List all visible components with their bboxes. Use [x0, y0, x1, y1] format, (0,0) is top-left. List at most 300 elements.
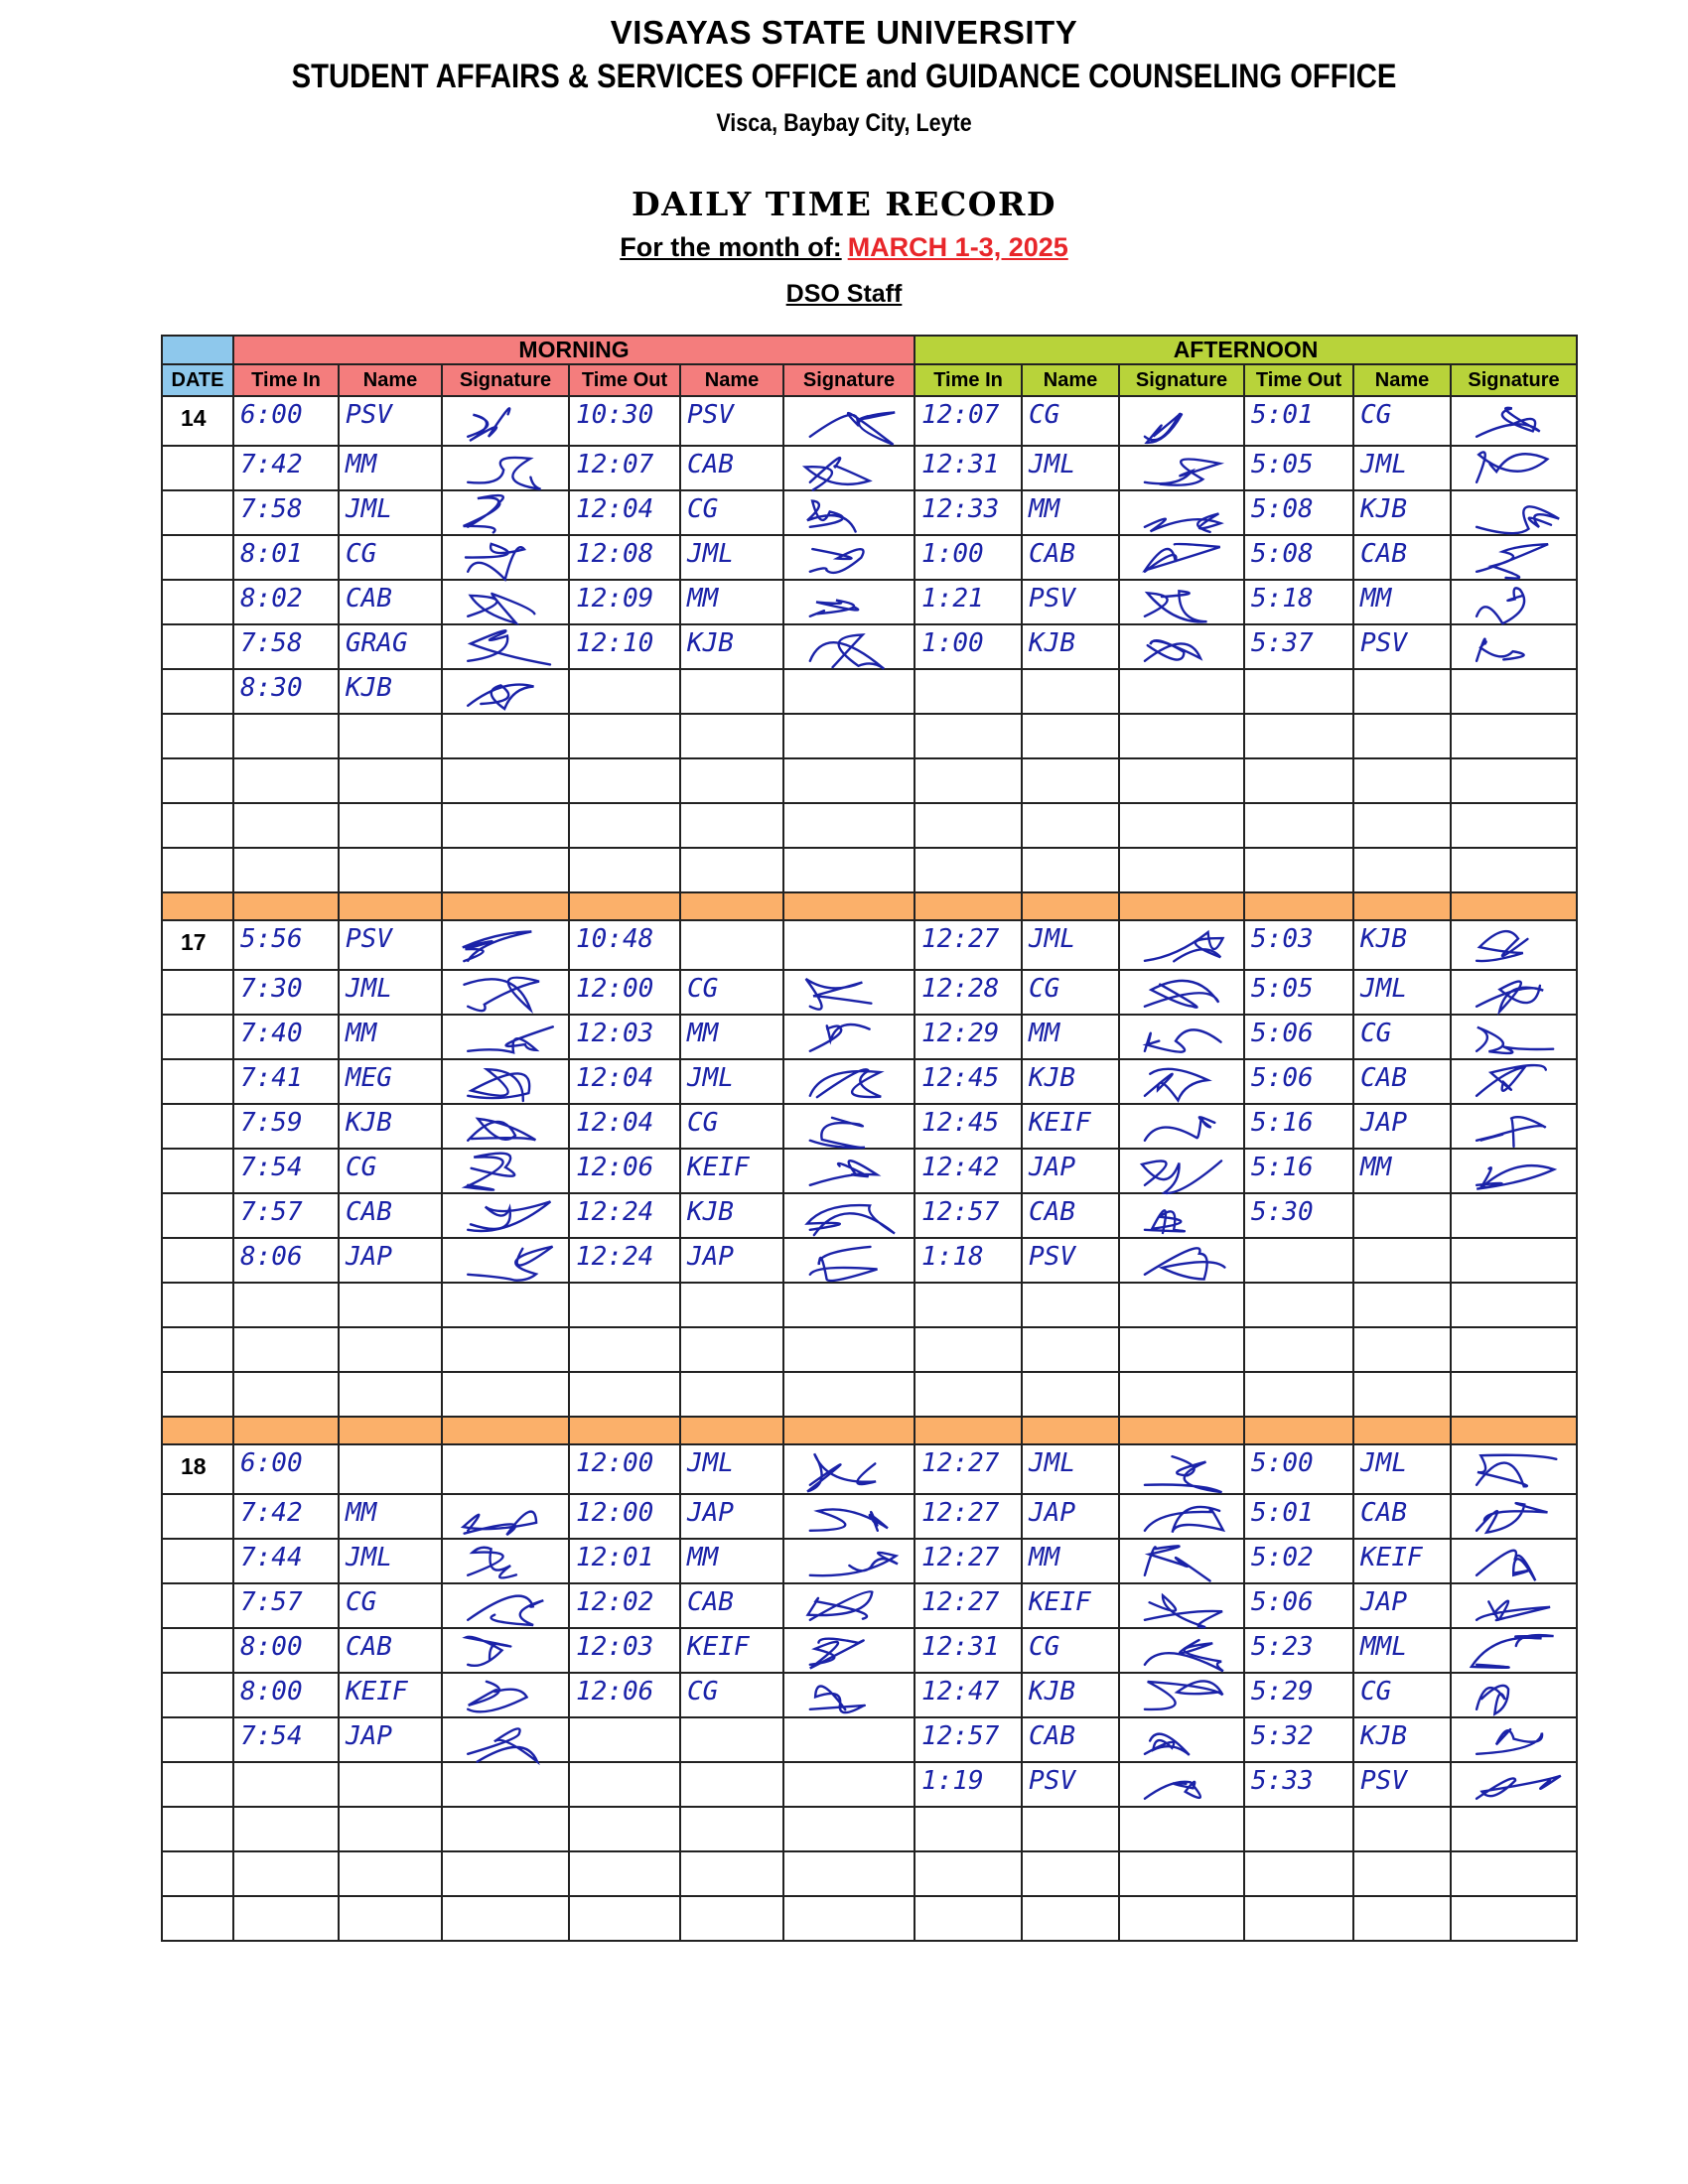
table-row [162, 446, 1577, 490]
pm-in-name-cell: KEIF [1022, 1104, 1119, 1149]
pm-time-out-cell [1244, 1896, 1353, 1941]
pm-in-name-cell: JML [1022, 920, 1119, 970]
am-out-signature-cell [783, 1444, 914, 1494]
pm-in-signature-cell [1119, 758, 1244, 803]
pm-in-name-cell: CAB [1022, 1717, 1119, 1762]
am-in-signature-cell [442, 1283, 569, 1327]
pm-out-name-cell [1353, 758, 1451, 803]
pm-time-out-cell: 5:29 [1244, 1673, 1353, 1717]
am-in-signature-cell [442, 669, 569, 714]
pm-time-in-cell: 12:07 [914, 396, 1022, 446]
separator-cell [339, 892, 442, 920]
am-out-signature-cell [783, 1673, 914, 1717]
am-out-name-cell [680, 1896, 783, 1941]
pm-in-name-cell: MM [1022, 490, 1119, 535]
pm-out-name-cell: KEIF [1353, 1539, 1451, 1583]
pm-out-name-cell [1353, 1283, 1451, 1327]
pm-out-name-cell: JML [1353, 970, 1451, 1015]
col-am-out-signature: Signature [783, 364, 914, 396]
am-time-in-cell: 7:42 [233, 1494, 339, 1539]
date-cell-empty [162, 1673, 233, 1717]
pm-in-name-cell: MM [1022, 1539, 1119, 1583]
am-in-name-cell: CG [339, 1149, 442, 1193]
pm-time-out-cell [1244, 714, 1353, 758]
am-in-signature-cell [442, 1583, 569, 1628]
university-name: VISAYAS STATE UNIVERSITY [610, 14, 1078, 51]
am-in-signature-cell [442, 1896, 569, 1941]
separator-cell [680, 1417, 783, 1444]
table-row [162, 1583, 1577, 1628]
date-cell-empty [162, 1851, 233, 1896]
am-time-out-cell [569, 1283, 680, 1327]
pm-out-signature-cell [1451, 1238, 1577, 1283]
pm-time-out-cell: 5:06 [1244, 1059, 1353, 1104]
table-row [162, 1896, 1577, 1941]
col-am-in-signature: Signature [442, 364, 569, 396]
am-time-out-cell: 12:04 [569, 1104, 680, 1149]
pm-out-name-cell [1353, 848, 1451, 892]
table-row [162, 848, 1577, 892]
am-out-signature-cell [783, 714, 914, 758]
pm-in-name-cell [1022, 848, 1119, 892]
am-time-out-cell [569, 758, 680, 803]
pm-out-signature-cell [1451, 1059, 1577, 1104]
table-row [162, 1193, 1577, 1238]
date-cell-empty [162, 1583, 233, 1628]
afternoon-header: AFTERNOON [914, 336, 1577, 364]
am-out-signature-cell [783, 1807, 914, 1851]
am-time-out-cell [569, 1717, 680, 1762]
am-in-signature-cell [442, 1807, 569, 1851]
am-out-signature-cell [783, 1059, 914, 1104]
pm-in-signature-cell [1119, 669, 1244, 714]
pm-in-signature-cell [1119, 1015, 1244, 1059]
pm-time-in-cell [914, 758, 1022, 803]
pm-in-name-cell: CAB [1022, 1193, 1119, 1238]
pm-time-out-cell: 5:23 [1244, 1628, 1353, 1673]
table-row [162, 1015, 1577, 1059]
am-time-in-cell [233, 1327, 339, 1372]
date-cell-empty [162, 1238, 233, 1283]
am-in-name-cell [339, 758, 442, 803]
pm-time-in-cell [914, 1327, 1022, 1372]
am-time-in-cell [233, 758, 339, 803]
pm-time-out-cell: 5:02 [1244, 1539, 1353, 1583]
date-cell: 18 [162, 1444, 233, 1494]
table-row [162, 1807, 1577, 1851]
pm-in-name-cell [1022, 669, 1119, 714]
am-time-in-cell [233, 1807, 339, 1851]
table-row [162, 1539, 1577, 1583]
am-out-signature-cell [783, 1539, 914, 1583]
am-time-out-cell: 12:00 [569, 970, 680, 1015]
am-in-signature-cell [442, 1015, 569, 1059]
am-out-signature-cell [783, 1717, 914, 1762]
date-cell-empty [162, 580, 233, 624]
pm-time-in-cell [914, 669, 1022, 714]
separator-cell [914, 1417, 1022, 1444]
am-in-name-cell: KJB [339, 1104, 442, 1149]
pm-out-name-cell: CAB [1353, 1494, 1451, 1539]
am-time-out-cell: 10:30 [569, 396, 680, 446]
pm-time-out-cell [1244, 803, 1353, 848]
am-out-signature-cell [783, 1149, 914, 1193]
pm-out-name-cell: MML [1353, 1628, 1451, 1673]
separator-cell [442, 1417, 569, 1444]
am-out-name-cell [680, 803, 783, 848]
pm-in-signature-cell [1119, 714, 1244, 758]
pm-in-name-cell: JML [1022, 1444, 1119, 1494]
pm-out-signature-cell [1451, 1372, 1577, 1417]
table-row [162, 1372, 1577, 1417]
am-in-name-cell: CG [339, 1583, 442, 1628]
pm-time-in-cell: 1:00 [914, 535, 1022, 580]
am-out-name-cell: MM [680, 580, 783, 624]
am-in-name-cell [339, 803, 442, 848]
am-out-name-cell [680, 1851, 783, 1896]
pm-time-out-cell: 5:33 [1244, 1762, 1353, 1807]
am-out-signature-cell [783, 1193, 914, 1238]
separator-cell [1451, 1417, 1577, 1444]
pm-out-signature-cell [1451, 758, 1577, 803]
pm-out-signature-cell [1451, 1717, 1577, 1762]
pm-out-name-cell: MM [1353, 1149, 1451, 1193]
am-time-in-cell: 6:00 [233, 1444, 339, 1494]
am-in-signature-cell [442, 1717, 569, 1762]
col-pm-out-name: Name [1353, 364, 1451, 396]
am-in-name-cell: MEG [339, 1059, 442, 1104]
month-line [0, 232, 1688, 263]
separator-cell [1353, 1417, 1451, 1444]
am-in-signature-cell [442, 970, 569, 1015]
pm-time-in-cell: 12:31 [914, 446, 1022, 490]
separator-cell [1451, 892, 1577, 920]
pm-in-name-cell [1022, 1372, 1119, 1417]
table-row [162, 580, 1577, 624]
table-row [162, 1673, 1577, 1717]
pm-out-signature-cell [1451, 1444, 1577, 1494]
pm-out-signature-cell [1451, 714, 1577, 758]
date-cell-empty [162, 1539, 233, 1583]
pm-time-out-cell [1244, 669, 1353, 714]
am-time-in-cell: 7:57 [233, 1193, 339, 1238]
pm-out-name-cell: CG [1353, 396, 1451, 446]
pm-out-name-cell: CG [1353, 1015, 1451, 1059]
am-out-name-cell: JAP [680, 1238, 783, 1283]
am-in-signature-cell [442, 1104, 569, 1149]
date-cell-empty [162, 669, 233, 714]
pm-time-out-cell: 5:01 [1244, 396, 1353, 446]
pm-in-name-cell: CAB [1022, 535, 1119, 580]
separator-cell [233, 892, 339, 920]
pm-time-out-cell: 5:08 [1244, 490, 1353, 535]
am-in-signature-cell [442, 1059, 569, 1104]
am-time-out-cell: 12:03 [569, 1628, 680, 1673]
am-out-name-cell: CAB [680, 1583, 783, 1628]
am-out-name-cell: KJB [680, 1193, 783, 1238]
separator-cell [783, 892, 914, 920]
pm-in-signature-cell [1119, 1583, 1244, 1628]
pm-out-signature-cell [1451, 1673, 1577, 1717]
pm-time-out-cell [1244, 1283, 1353, 1327]
pm-in-name-cell: JML [1022, 446, 1119, 490]
am-out-signature-cell [783, 1851, 914, 1896]
pm-in-name-cell [1022, 714, 1119, 758]
am-out-signature-cell [783, 1762, 914, 1807]
am-time-in-cell [233, 1762, 339, 1807]
pm-time-in-cell: 12:27 [914, 1539, 1022, 1583]
pm-time-in-cell: 12:27 [914, 1583, 1022, 1628]
pm-in-name-cell: CG [1022, 396, 1119, 446]
am-out-signature-cell [783, 1283, 914, 1327]
pm-time-in-cell [914, 848, 1022, 892]
am-in-signature-cell [442, 446, 569, 490]
pm-in-name-cell: JAP [1022, 1494, 1119, 1539]
am-time-out-cell: 12:08 [569, 535, 680, 580]
am-out-signature-cell [783, 446, 914, 490]
date-cell-empty [162, 446, 233, 490]
pm-time-out-cell [1244, 848, 1353, 892]
date-cell-empty [162, 490, 233, 535]
pm-time-out-cell: 5:16 [1244, 1104, 1353, 1149]
date-cell-empty [162, 848, 233, 892]
pm-in-name-cell [1022, 1807, 1119, 1851]
am-out-name-cell: CG [680, 1673, 783, 1717]
am-out-name-cell: PSV [680, 396, 783, 446]
pm-out-name-cell [1353, 1851, 1451, 1896]
pm-out-signature-cell [1451, 1896, 1577, 1941]
am-out-name-cell [680, 1762, 783, 1807]
am-in-signature-cell [442, 1851, 569, 1896]
am-time-out-cell: 10:48 [569, 920, 680, 970]
col-am-in-name: Name [339, 364, 442, 396]
date-cell-empty [162, 1015, 233, 1059]
date-cell-empty [162, 1494, 233, 1539]
pm-time-in-cell: 12:47 [914, 1673, 1022, 1717]
pm-in-signature-cell [1119, 396, 1244, 446]
date-cell-empty [162, 1896, 233, 1941]
pm-out-signature-cell [1451, 490, 1577, 535]
pm-in-signature-cell [1119, 490, 1244, 535]
date-cell-empty [162, 1104, 233, 1149]
pm-out-signature-cell [1451, 624, 1577, 669]
pm-in-signature-cell [1119, 1717, 1244, 1762]
am-out-signature-cell [783, 758, 914, 803]
am-out-signature-cell [783, 490, 914, 535]
pm-time-out-cell: 5:32 [1244, 1717, 1353, 1762]
month-value: MARCH 1-3, 2025 [847, 232, 1068, 262]
table-row [162, 396, 1577, 446]
am-in-name-cell: CAB [339, 1628, 442, 1673]
table-row [162, 1717, 1577, 1762]
date-cell-empty [162, 1807, 233, 1851]
pm-in-name-cell [1022, 1896, 1119, 1941]
pm-time-in-cell [914, 1851, 1022, 1896]
pm-in-signature-cell [1119, 535, 1244, 580]
pm-out-name-cell [1353, 1807, 1451, 1851]
am-in-name-cell: JML [339, 490, 442, 535]
am-time-in-cell: 8:01 [233, 535, 339, 580]
am-in-name-cell: PSV [339, 396, 442, 446]
am-time-in-cell [233, 1851, 339, 1896]
pm-time-in-cell: 1:18 [914, 1238, 1022, 1283]
table-row [162, 535, 1577, 580]
am-time-out-cell: 12:04 [569, 490, 680, 535]
am-time-in-cell: 7:30 [233, 970, 339, 1015]
separator-cell [569, 892, 680, 920]
date-cell-empty [162, 535, 233, 580]
pm-out-name-cell [1353, 669, 1451, 714]
col-pm-in-name: Name [1022, 364, 1119, 396]
am-out-name-cell: MM [680, 1015, 783, 1059]
table-row [162, 920, 1577, 970]
date-cell-empty [162, 1149, 233, 1193]
pm-time-out-cell [1244, 758, 1353, 803]
pm-out-signature-cell [1451, 1851, 1577, 1896]
date-cell-empty [162, 1372, 233, 1417]
am-out-signature-cell [783, 1372, 914, 1417]
pm-in-name-cell: PSV [1022, 1238, 1119, 1283]
pm-out-name-cell [1353, 1896, 1451, 1941]
pm-in-name-cell: KJB [1022, 1059, 1119, 1104]
section-separator [162, 1417, 1577, 1444]
pm-in-name-cell [1022, 1283, 1119, 1327]
am-time-out-cell: 12:10 [569, 624, 680, 669]
am-out-signature-cell [783, 669, 914, 714]
pm-in-signature-cell [1119, 848, 1244, 892]
table-row [162, 1149, 1577, 1193]
pm-out-signature-cell [1451, 848, 1577, 892]
am-time-in-cell: 8:06 [233, 1238, 339, 1283]
am-in-signature-cell [442, 1494, 569, 1539]
pm-time-in-cell [914, 1283, 1022, 1327]
am-in-signature-cell [442, 1238, 569, 1283]
pm-time-out-cell: 5:05 [1244, 970, 1353, 1015]
am-time-out-cell: 12:06 [569, 1149, 680, 1193]
am-in-signature-cell [442, 1673, 569, 1717]
pm-time-in-cell [914, 1807, 1022, 1851]
am-time-out-cell: 12:24 [569, 1238, 680, 1283]
separator-cell [339, 1417, 442, 1444]
separator-cell [442, 892, 569, 920]
am-time-in-cell [233, 1896, 339, 1941]
am-in-name-cell: JAP [339, 1717, 442, 1762]
am-time-out-cell: 12:03 [569, 1015, 680, 1059]
am-in-name-cell: JAP [339, 1238, 442, 1283]
am-time-out-cell: 12:01 [569, 1539, 680, 1583]
am-out-name-cell: KEIF [680, 1628, 783, 1673]
am-out-name-cell: KEIF [680, 1149, 783, 1193]
pm-in-signature-cell [1119, 803, 1244, 848]
am-in-name-cell: CAB [339, 580, 442, 624]
am-out-signature-cell [783, 1238, 914, 1283]
date-cell-empty [162, 1717, 233, 1762]
pm-out-name-cell: JML [1353, 1444, 1451, 1494]
pm-out-signature-cell [1451, 1628, 1577, 1673]
pm-out-name-cell [1353, 1193, 1451, 1238]
am-out-name-cell: JML [680, 1059, 783, 1104]
am-out-name-cell: JML [680, 535, 783, 580]
am-in-signature-cell [442, 758, 569, 803]
pm-time-in-cell: 12:33 [914, 490, 1022, 535]
pm-out-name-cell [1353, 1327, 1451, 1372]
am-time-in-cell: 6:00 [233, 396, 339, 446]
separator-cell [914, 892, 1022, 920]
pm-out-name-cell: MM [1353, 580, 1451, 624]
table-row [162, 1327, 1577, 1372]
pm-in-signature-cell [1119, 1762, 1244, 1807]
am-in-signature-cell [442, 803, 569, 848]
pm-time-out-cell [1244, 1851, 1353, 1896]
pm-in-name-cell [1022, 758, 1119, 803]
separator-cell [680, 892, 783, 920]
pm-out-name-cell [1353, 714, 1451, 758]
am-out-signature-cell [783, 624, 914, 669]
am-in-name-cell [339, 1327, 442, 1372]
table-row [162, 1444, 1577, 1494]
pm-out-signature-cell [1451, 1494, 1577, 1539]
am-time-in-cell: 7:40 [233, 1015, 339, 1059]
form-title: DAILY TIME RECORD [631, 185, 1057, 223]
am-out-name-cell: JAP [680, 1494, 783, 1539]
pm-out-name-cell: KJB [1353, 490, 1451, 535]
am-out-signature-cell [783, 920, 914, 970]
pm-in-signature-cell [1119, 580, 1244, 624]
pm-out-name-cell [1353, 1372, 1451, 1417]
am-in-signature-cell [442, 1628, 569, 1673]
pm-in-signature-cell [1119, 920, 1244, 970]
am-out-signature-cell [783, 803, 914, 848]
pm-time-in-cell: 12:45 [914, 1104, 1022, 1149]
am-time-in-cell: 7:57 [233, 1583, 339, 1628]
pm-in-signature-cell [1119, 970, 1244, 1015]
am-time-out-cell [569, 1896, 680, 1941]
am-in-name-cell [339, 1851, 442, 1896]
time-record-table [161, 335, 1578, 1942]
am-out-name-cell [680, 920, 783, 970]
am-in-name-cell: GRAG [339, 624, 442, 669]
am-in-signature-cell [442, 580, 569, 624]
am-in-name-cell: JML [339, 1539, 442, 1583]
table-row [162, 624, 1577, 669]
date-cell-empty [162, 758, 233, 803]
am-in-signature-cell [442, 714, 569, 758]
pm-in-signature-cell [1119, 1628, 1244, 1673]
pm-time-out-cell [1244, 1807, 1353, 1851]
date-cell-empty [162, 970, 233, 1015]
am-time-out-cell: 12:04 [569, 1059, 680, 1104]
pm-time-out-cell: 5:08 [1244, 535, 1353, 580]
pm-time-in-cell: 1:00 [914, 624, 1022, 669]
am-time-in-cell [233, 848, 339, 892]
separator-cell [233, 1417, 339, 1444]
date-cell-empty [162, 1059, 233, 1104]
pm-time-in-cell [914, 1372, 1022, 1417]
am-time-out-cell [569, 1807, 680, 1851]
pm-out-name-cell: PSV [1353, 624, 1451, 669]
separator-cell [162, 892, 233, 920]
am-out-signature-cell [783, 1628, 914, 1673]
pm-in-signature-cell [1119, 1807, 1244, 1851]
am-out-name-cell: MM [680, 1539, 783, 1583]
pm-out-signature-cell [1451, 1193, 1577, 1238]
pm-in-signature-cell [1119, 1104, 1244, 1149]
table-row [162, 1628, 1577, 1673]
am-time-out-cell [569, 714, 680, 758]
separator-cell [1022, 892, 1119, 920]
am-time-in-cell: 5:56 [233, 920, 339, 970]
am-time-in-cell: 7:54 [233, 1149, 339, 1193]
